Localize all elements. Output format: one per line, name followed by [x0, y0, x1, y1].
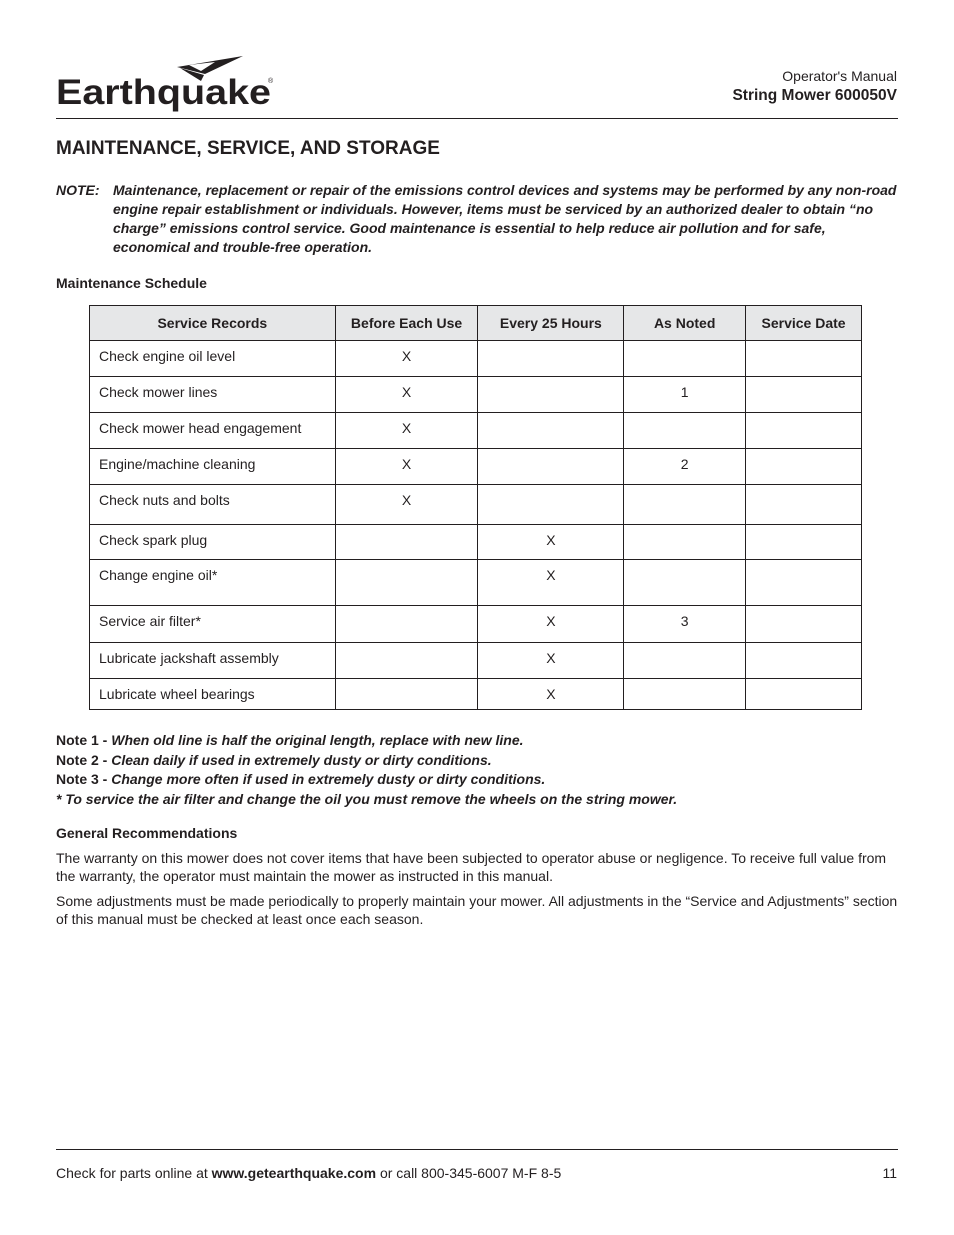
earthquake-logo-mark [55, 53, 277, 115]
column-header: Service Date [746, 306, 862, 341]
schedule-heading: Maintenance Schedule [56, 275, 207, 291]
table-cell: 1 [624, 377, 746, 413]
table-cell: Lubricate jackshaft assembly [90, 643, 336, 679]
footnote [56, 790, 677, 810]
table-cell [746, 377, 862, 413]
note-text: Maintenance, replacement or repair of the emissions control devices and systems may be performed by any non-road engine repair establishment or individuals. However, items must be serviced by an authorized dealer to obtain “no charge” emissions control service. Good maintenance is essential to help reduce air pollution and for safe, economical and trouble-free operation. [113, 182, 897, 255]
table-cell [478, 485, 624, 525]
adjustments-paragraph: Some adjustments must be made periodically to properly maintain your mower. All adjustments in the “Service and Adjustments” section of this manual must be checked at least once each season. [56, 893, 898, 927]
footer-divider [56, 1149, 898, 1150]
table-row [90, 449, 862, 485]
footer-url-link[interactable]: www.getearthquake.com [211, 1165, 377, 1181]
table-cell: 3 [624, 606, 746, 643]
footnote-text: When old line is half the original length, replace with new line. [111, 732, 524, 748]
table-cell [335, 606, 478, 643]
table-row [90, 413, 862, 449]
table-cell: Check spark plug [90, 525, 336, 560]
table-cell [624, 679, 746, 710]
footnote-text: Change more often if used in extremely dusty or dirty conditions. [111, 771, 546, 787]
schedule-footnotes [56, 731, 677, 809]
table-header-row [90, 306, 862, 341]
table-cell: Check mower lines [90, 377, 336, 413]
footer-contact [56, 1164, 561, 1182]
table-cell: X [335, 449, 478, 485]
table-row [90, 679, 862, 710]
footnote [56, 731, 677, 751]
table-cell [624, 560, 746, 606]
note-label: NOTE: [56, 182, 100, 198]
table-cell: X [335, 341, 478, 377]
product-title: String Mower 600050V [732, 87, 897, 104]
table-cell [624, 643, 746, 679]
table-cell: Service air filter* [90, 606, 336, 643]
maintenance-schedule-table [89, 305, 862, 710]
footer-prefix: Check for parts online at [56, 1165, 212, 1181]
footnote [56, 770, 677, 790]
table-cell [746, 606, 862, 643]
table-cell: Check nuts and bolts [90, 485, 336, 525]
table-cell: X [335, 377, 478, 413]
table-cell [478, 413, 624, 449]
footnote-label: Note 1 - [56, 732, 112, 748]
table-cell [335, 643, 478, 679]
footnote-label: Note 3 - [56, 771, 112, 787]
table-cell: X [478, 606, 624, 643]
table-cell [746, 485, 862, 525]
earthquake-logo [55, 53, 277, 115]
table-cell [478, 341, 624, 377]
table-cell: Change engine oil* [90, 560, 336, 606]
table-cell [746, 449, 862, 485]
footer-phone: or call 800-345-6007 M-F 8-5 [376, 1165, 562, 1181]
table-cell [624, 485, 746, 525]
table-cell [335, 525, 478, 560]
table-cell [624, 413, 746, 449]
table-cell [335, 679, 478, 710]
manual-type: Operator's Manual [782, 68, 897, 84]
svg-text:®: ® [268, 78, 274, 85]
table-cell: Lubricate wheel bearings [90, 679, 336, 710]
table-cell: X [478, 679, 624, 710]
table-row [90, 606, 862, 643]
table-cell [746, 341, 862, 377]
warranty-paragraph: The warranty on this mower does not cover items that have been subjected to operator abuse or negligence. To receive full value from the warranty, the operator must maintain the mower as instructed in this manual. [56, 850, 887, 884]
table-cell: 2 [624, 449, 746, 485]
column-header: Every 25 Hours [478, 306, 624, 341]
footnote [56, 751, 677, 771]
table-cell [746, 413, 862, 449]
table-cell: X [478, 643, 624, 679]
table-cell [478, 449, 624, 485]
header-divider [56, 118, 898, 119]
footnote-label: Note 2 - [56, 751, 112, 768]
table-row [90, 525, 862, 560]
column-header: Before Each Use [335, 306, 478, 341]
table-cell: X [478, 525, 624, 560]
table-cell [746, 679, 862, 710]
table-cell [478, 377, 624, 413]
table-cell [624, 525, 746, 560]
column-header: Service Records [90, 306, 336, 341]
table-row [90, 377, 862, 413]
emissions-note [56, 181, 898, 257]
table-cell [624, 341, 746, 377]
table-cell: Engine/machine cleaning [90, 449, 336, 485]
column-header: As Noted [624, 306, 746, 341]
table-row [90, 643, 862, 679]
footnote-text: Clean daily if used in extremely dusty or dirty conditions. [111, 751, 492, 768]
section-title: MAINTENANCE, SERVICE, AND STORAGE [56, 138, 440, 159]
table-cell [335, 560, 478, 606]
document-header [732, 67, 897, 106]
table-cell: X [478, 560, 624, 606]
page-number: 11 [882, 1165, 897, 1181]
table-cell: Check engine oil level [90, 341, 336, 377]
table-cell: X [335, 413, 478, 449]
footnote-text: * To service the air filter and change the oil you must remove the wheels on the string mower. [56, 790, 678, 807]
table-cell [746, 525, 862, 560]
table-cell [746, 643, 862, 679]
general-recommendations-heading: General Recommendations [56, 825, 238, 841]
table-cell [746, 560, 862, 606]
table-cell: X [335, 485, 478, 525]
table-row [90, 485, 862, 525]
table-row [90, 341, 862, 377]
svg-text:Earthquake: Earthquake [56, 73, 271, 112]
table-cell: Check mower head engagement [90, 413, 336, 449]
table-row [90, 560, 862, 606]
